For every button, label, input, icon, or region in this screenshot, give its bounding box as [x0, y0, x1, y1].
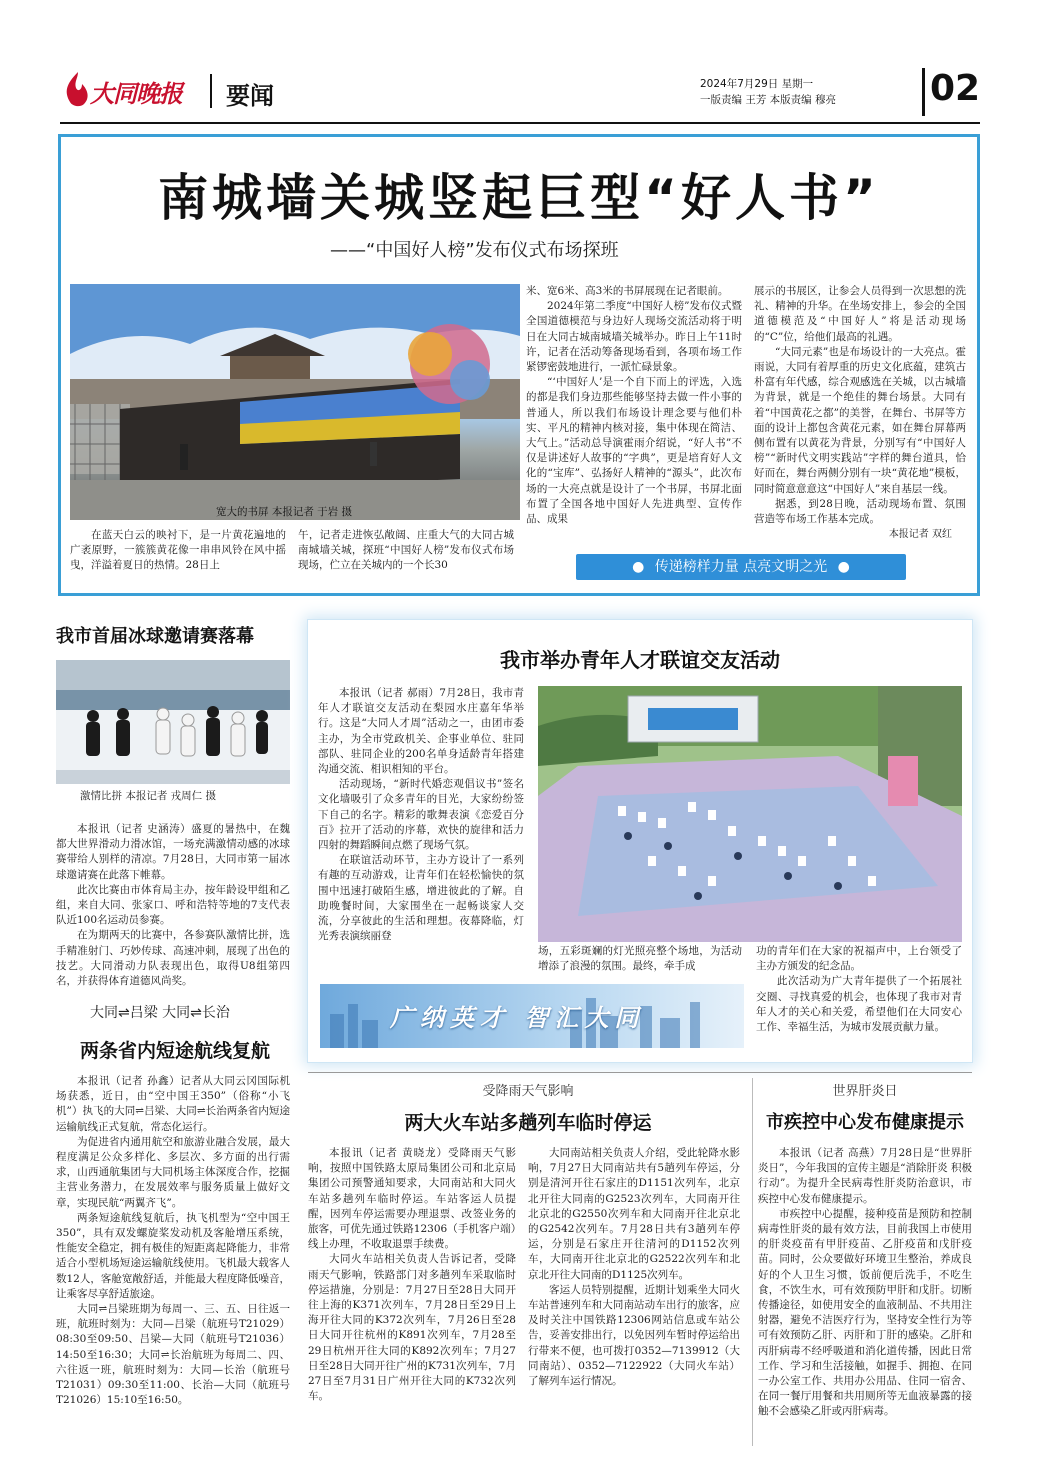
icehockey-paragraph: 本报讯（记者 史涵涛）盛夏的暑热中，在魏都大世界滑动力滑冰馆，一场充满激情动感的冰球赛带给人别样的清凉。7月28日，大同市第一届冰球邀请赛在此落下帷幕。	[56, 823, 290, 881]
city-wall-scene	[70, 284, 520, 520]
youth-event-scene	[538, 686, 962, 942]
newspaper-logo	[60, 70, 200, 110]
trains-paragraph: 本报讯（记者 黄晓龙）受降雨天气影响，按照中国铁路太原局集团公司和北京局集团公司预警通知要求，大同南站和大同火车站多趟列车临时停运。车站客运人员提醒，因列车停运需要办理退票、改签业务的旅客，可优先通过铁路12306（手机客户端）线上办理，不收取退票手续费。	[308, 1147, 516, 1251]
trains-paragraph: 客运人员特别提醒，近期计划乘坐大同火车站普速列车和大同南站动车出行的旅客，应及时关注中国铁路12306网站信息或车站公告，妥善安排出行，以免因列车暂时停运给出行带来不便，也可拨打0352—7139912（大同南站）、0352—7122922（大同火车站）了解列车运行情况。	[528, 1283, 740, 1388]
hepatitis-kicker: 世界肝炎日	[832, 1084, 898, 1099]
flights-route-line: 大同⇌吕梁 大同⇌长治	[90, 1005, 230, 1021]
icehockey-photo	[56, 660, 290, 784]
icehockey-scene	[56, 660, 290, 784]
lead-reporter-sign: 本报记者 双红	[888, 529, 952, 541]
masthead	[60, 62, 980, 122]
trains-kicker: 受降雨天气影响	[482, 1084, 574, 1099]
lead-paragraph: 据悉，到28日晚，活动现场布置、氛围营造等布场工作基本完成。	[754, 497, 966, 526]
banner-dot-icon: ●	[837, 559, 850, 575]
flights-headline: 两条省内短途航线复航	[79, 1040, 270, 1062]
banner-dot-icon: ●	[632, 559, 645, 575]
youth-column-1	[318, 686, 524, 944]
lead-paragraph: “‘中国好人’是一个自下而上的评选，入选的都是我们身边那些能够坚持去做一件小事的普通人，所以我们布场设计理念要与他们朴实、平凡的精神内核对接，集中体现在简洁、大气上。”活动总导演霍雨介绍说，“好人书”不仅是讲述好人故事的“字典”，更是培育好人文化的“宝库”、弘扬好人精神的“源头”，此次布场的一大亮点就是设计了一个书屏，书屏北面布置了全国各地中国好人先进典型、宣传作品、成果	[526, 376, 742, 526]
trains-paragraph: 大同南站相关负责人介绍，受此轮降水影响，7月27日大同南站共有5趟列车停运，分别是清河开往石家庄的D1151次列车，北京北开往大同南的G2523次列车，大同南开往北京北的G2550次列车和大同南开往北京北的G2542次列车。7月28日共有3趟列车停运，分别是石家庄开往清河的D1152次列车，大同南开往北京北的G2522次列车和北京北开往大同南的D1125次列车。	[528, 1147, 740, 1281]
lead-column-3	[526, 284, 742, 527]
icehockey-paragraph: 此次比赛由市体育局主办，按年龄设甲组和乙组，来自大同、张家口、呼和浩特等地的7支代表队近100名运动员参赛。	[56, 883, 290, 927]
youth-photo	[538, 686, 962, 942]
youth-column-2	[538, 944, 742, 974]
youth-paragraph: 功的青年们在大家的祝福声中，上台领受了主办方颁发的纪念品。	[756, 945, 962, 973]
logo-text: 大同晚报	[90, 79, 182, 108]
icehockey-headline: 我市首届冰球邀请赛落幕	[56, 626, 254, 647]
trains-headline: 两大火车站多趟列车临时停运	[404, 1112, 652, 1134]
page-number-divider	[922, 68, 925, 116]
hepatitis-headline: 市疾控中心发布健康提示	[766, 1112, 964, 1133]
lower-rule	[308, 1072, 972, 1073]
lead-paragraph: 展示的书展区，让参会人员得到一次思想的洗礼、精神的升华。在坐场安排上，参会的全国道德模范及“中国好人”将是活动现场的“C”位，给他们最高的礼遇。	[754, 285, 966, 343]
flights-body	[56, 1074, 290, 1408]
date-line: 2024年7月29日 星期一	[700, 78, 814, 90]
lead-banner-text: 传递榜样力量 点亮文明之光	[654, 559, 828, 575]
editors-line: 一版责编 王芳 本版责编 穆亮	[700, 94, 837, 106]
youth-column-3	[756, 944, 962, 1035]
youth-banner	[320, 984, 744, 1048]
flights-paragraph: 两条短途航线复航后，执飞机型为“空中国王350”，具有双发螺旋桨发动机及客舱增压系统，性能安全稳定，拥有极佳的短距离起降能力，非常适合小型机场短途运输航线使用。飞机最大载客人数12人，客舱宽敞舒适，并能最大程度降低噪音，让乘客尽享舒适旅途。	[56, 1211, 290, 1300]
lead-subtitle: ——“中国好人榜”发布仪式布场探班	[330, 240, 619, 261]
lead-photo	[70, 284, 520, 520]
lead-banner	[576, 554, 906, 580]
lead-photo-caption: 宽大的书屏 本报记者 于岩 摄	[216, 506, 353, 518]
lead-headline: 南城墙关城竖起巨型“好人书”	[158, 169, 880, 227]
flights-paragraph: 为促进省内通用航空和旅游业融合发展，最大程度满足公众多样化、多层次、多方面的出行需求，山西通航集团与大同机场主体深度合作，挖掘主营业务潜力，在发展效率与服务质量上做好文章，实现民航“两翼齐飞”。	[56, 1135, 290, 1209]
trains-column-2	[528, 1146, 740, 1389]
lead-paragraph: 午，记者走进恢弘敞阔、庄重大气的大同古城南城墙关城，探班“中国好人榜”发布仪式布场现场，伫立在关城内的一个长30	[298, 529, 514, 572]
lead-column-1	[70, 528, 286, 574]
youth-paragraph: 此次活动为广大青年提供了一个拓展社交圈、寻找真爱的机会，也体现了我市对青年人才的关心和关爱，希望他们在大同安心工作、幸福生活，为城市发展贡献力量。	[756, 975, 962, 1034]
youth-paragraph: 场，五彩斑斓的灯光照亮整个场地，为活动增添了浪漫的氛围。最终，牵手成	[538, 945, 742, 973]
lead-paragraph: 2024年第二季度“中国好人榜”发布仪式暨全国道德模范与身边好人现场交流活动将于明日在大同古城南城墙关城举办。昨日上午11时许，记者在活动筹备现场看到，各项布场工作紧锣密鼓地进行，一派忙碌景象。	[526, 300, 742, 374]
youth-headline: 我市举办青年人才联谊交友活动	[500, 648, 780, 672]
lead-column-4	[754, 284, 966, 542]
section-label: 要闻	[226, 81, 274, 110]
youth-banner-text: 广纳英才 智汇大同	[390, 1003, 645, 1032]
masthead-rule	[60, 122, 980, 124]
icehockey-photo-caption: 激情比拼 本报记者 戎周仁 摄	[80, 790, 217, 802]
flights-paragraph: 本报讯（记者 孙鑫）记者从大同云冈国际机场获悉，近日，由“空中国王350”（俗称“小飞机”）执飞的大同⇌吕梁、大同⇌长治两条省内短途运输航线正式复航，常态化运行。	[56, 1075, 290, 1133]
hepatitis-body	[758, 1146, 972, 1420]
trains-paragraph: 大同火车站相关负责人告诉记者，受降雨天气影响，铁路部门对多趟列车采取临时停运措施，分别是：7月27日至28日大同开往上海的K371次列车，7月28日至29日上海开往大同的K372次列车，7月26日至28日大同开往杭州的K891次列车，7月28至29日杭州开往大同的K892次列车；7月27日至28日大同开往广州的K731次列车，7月27日至7月31日广州开往大同的K732次列车。	[308, 1253, 516, 1403]
lead-paragraph: 在蓝天白云的映衬下，是一片黄花遍地的广袤原野，一簇簇黄花像一串串风铃在风中摇曳，洋溢着夏日的热情。28日上	[70, 529, 286, 572]
flights-paragraph: 大同⇌吕梁班期为每周一、三、五、日往返一班，航班时刻为：大同—吕梁（航班号T21029）08:30至09:50、吕梁—大同（航班号T21036）14:50至16:30；大同⇌长治航班为每周二、四、六往返一班，航班时刻为：大同—长治（航班号T21031）09:30至11:00、长治—大同（航班号T21026）15:10至16:50。	[56, 1303, 290, 1407]
lead-column-2	[298, 528, 514, 574]
logo-divider	[210, 74, 212, 108]
lead-paragraph: “大同元素”也是布场设计的一大亮点。霍雨说，大同有着厚重的历史文化底蕴，建筑古朴富有年代感，综合观感选在关城，以古城墙为背景，就是一个绝佳的舞台场景。大同有着“中国黄花之都”的美誉，在舞台、书屏等方面的设计上都包含黄花元素，如在舞台屏幕两侧布置有以黄花为背景，分别写有“中国好人榜”“新时代文明实践站”字样的舞台道具，恰好而在，舞台两侧分别有一块“黄花地”模板，同时简意意意这“中国好人”来自基层一线。	[754, 345, 966, 495]
icehockey-paragraph: 在为期两天的比赛中，各参赛队激情比拼，选手精准射门、巧妙传球、高速冲刺，展现了出色的技艺。大同滑动力队表现出色，取得U8组第四名，并获得体育道德风尚奖。	[56, 929, 290, 988]
column-divider	[752, 1078, 753, 1446]
trains-column-1	[308, 1146, 516, 1404]
youth-paragraph: 活动现场，“新时代婚恋观倡议书”签名文化墙吸引了众多青年的目光，大家纷纷签下自己的名字。精彩的歌舞表演《恋爱百分百》拉开了活动的序幕，欢快的旋律和活力四射的舞蹈瞬间点燃了现场气氛。	[318, 778, 524, 852]
lead-paragraph: 米、宽6米、高3米的书屏展现在记者眼前。	[526, 285, 729, 297]
page-number: 02	[930, 68, 981, 109]
icehockey-body	[56, 822, 290, 989]
hepatitis-paragraph: 本报讯（记者 高燕）7月28日是“世界肝炎日”，今年我国的宣传主题是“消除肝炎 积极行动”。为提升全民病毒性肝炎防治意识，市疾控中心发布健康提示。	[758, 1147, 972, 1205]
youth-paragraph: 本报讯（记者 郝雨）7月28日，我市青年人才联谊交友活动在梨园水庄嘉年华举行。这是“大同人才周”活动之一，由团市委主办，为全市党政机关、企事业单位、驻同部队、驻同企业的200名单身适龄青年搭建沟通交流、相识相知的平台。	[318, 687, 524, 776]
hepatitis-paragraph: 市疾控中心提醒，接种疫苗是预防和控制病毒性肝炎的最有效方法，目前我国上市使用的肝炎疫苗有甲肝疫苗、乙肝疫苗和戊肝疫苗。同时，公众要做好环境卫生整治，养成良好的个人卫生习惯，饭前便后洗手，不吃生食，不饮生水，可有效预防甲肝和戊肝。切断传播途径，如使用安全的血液制品、不共用注射器，避免不洁医疗行为，坚持安全性行为等可有效预防乙肝、丙肝和丁肝的感染。乙肝和丙肝病毒不经呼吸道和消化道传播，因此日常工作、学习和生活接触，如握手、拥抱、在同一办公室工作、共用办公用品、住同一宿舍、在同一餐厅用餐和共用厕所等无血液暴露的接触不会感染乙肝或丙肝病毒。	[758, 1207, 972, 1418]
youth-paragraph: 在联谊活动环节，主办方设计了一系列有趣的互动游戏，让青年们在轻松愉快的氛围中迅速打破陌生感，增进彼此的了解。自助晚餐时间，大家围坐在一起畅谈家人交流，分享彼此的生活和理想。夜幕降临，灯光秀表演缤丽登	[318, 854, 524, 943]
